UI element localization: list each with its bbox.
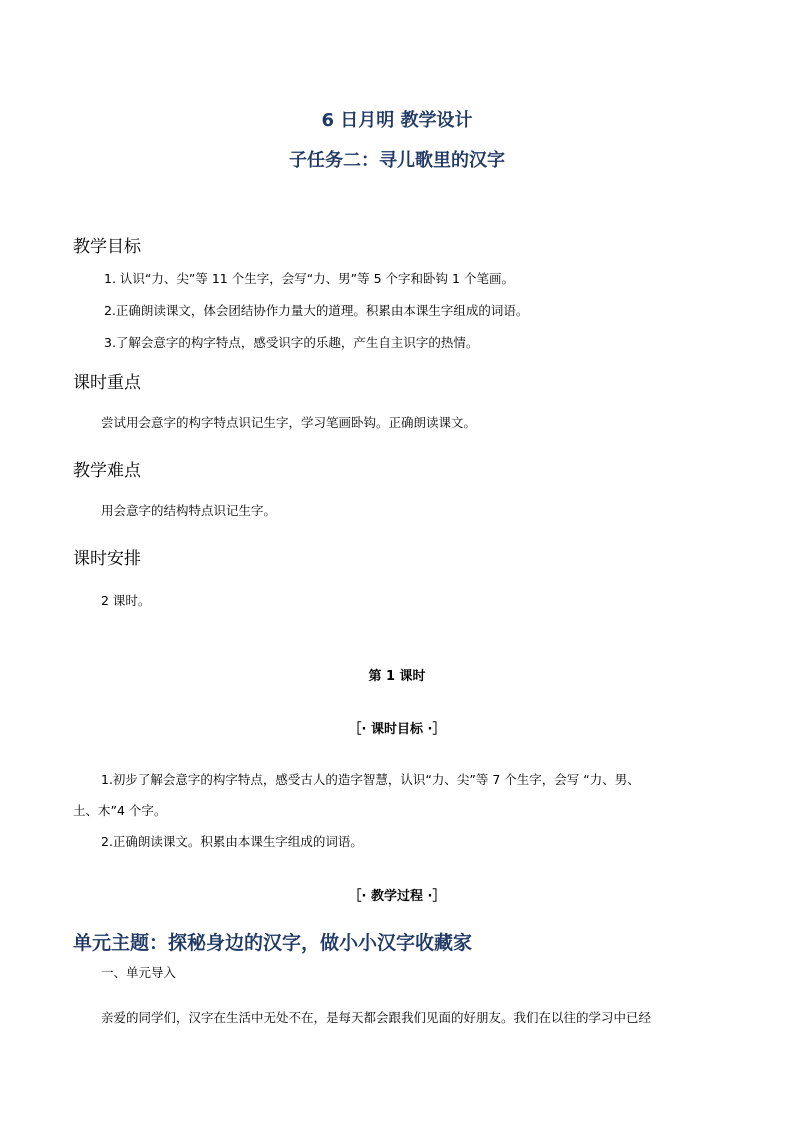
- schedule-text: 2 课时。: [101, 593, 151, 608]
- unit-theme: 单元主题：探秘身边的汉字，做小小汉字收藏家: [73, 932, 473, 954]
- lesson-goal-line: 土、木”4 个字。: [73, 803, 167, 818]
- process-label: ［· 教学过程 ·］: [348, 889, 446, 904]
- intro-heading: 一、单元导入: [101, 965, 177, 980]
- difficulty-text: 用会意字的结构特点识记生字。: [101, 503, 277, 518]
- difficulty-heading: 教学难点: [73, 461, 141, 481]
- document-subtitle: 子任务二：寻儿歌里的汉字: [289, 150, 505, 171]
- intro-text: 亲爱的同学们，汉字在生活中无处不在，是每天都会跟我们见面的好朋友。我们在以往的学习中已经: [101, 1010, 652, 1025]
- lesson-goal-line: 1.初步了解会意字的构字特点，感受古人的造字智慧，认识“力、尖”等 7 个生字，会写 “力、男、: [101, 772, 640, 787]
- goal-item: 3.了解会意字的构字特点，感受识字的乐趣，产生自主识字的热情。: [104, 335, 479, 350]
- lesson-goal-line: 2.正确朗读课文。积累由本课生字组成的词语。: [101, 834, 363, 849]
- lesson-title: 第 1 课时: [368, 669, 426, 684]
- goal-item: 2.正确朗读课文，体会团结协作力量大的道理。积累由本课生字组成的词语。: [104, 303, 529, 318]
- document-title: 6 日月明 教学设计: [321, 110, 473, 131]
- goal-item: 1. 认识“力、尖”等 11 个生字，会写“力、男”等 5 个字和卧钩 1 个笔画。: [104, 271, 514, 286]
- key-heading: 课时重点: [73, 373, 141, 393]
- goals-heading: 教学目标: [73, 237, 141, 257]
- lesson-goals-label: ［· 课时目标 ·］: [348, 722, 446, 737]
- key-text: 尝试用会意字的构字特点识记生字，学习笔画卧钩。正确朗读课文。: [101, 415, 477, 430]
- schedule-heading: 课时安排: [73, 549, 141, 569]
